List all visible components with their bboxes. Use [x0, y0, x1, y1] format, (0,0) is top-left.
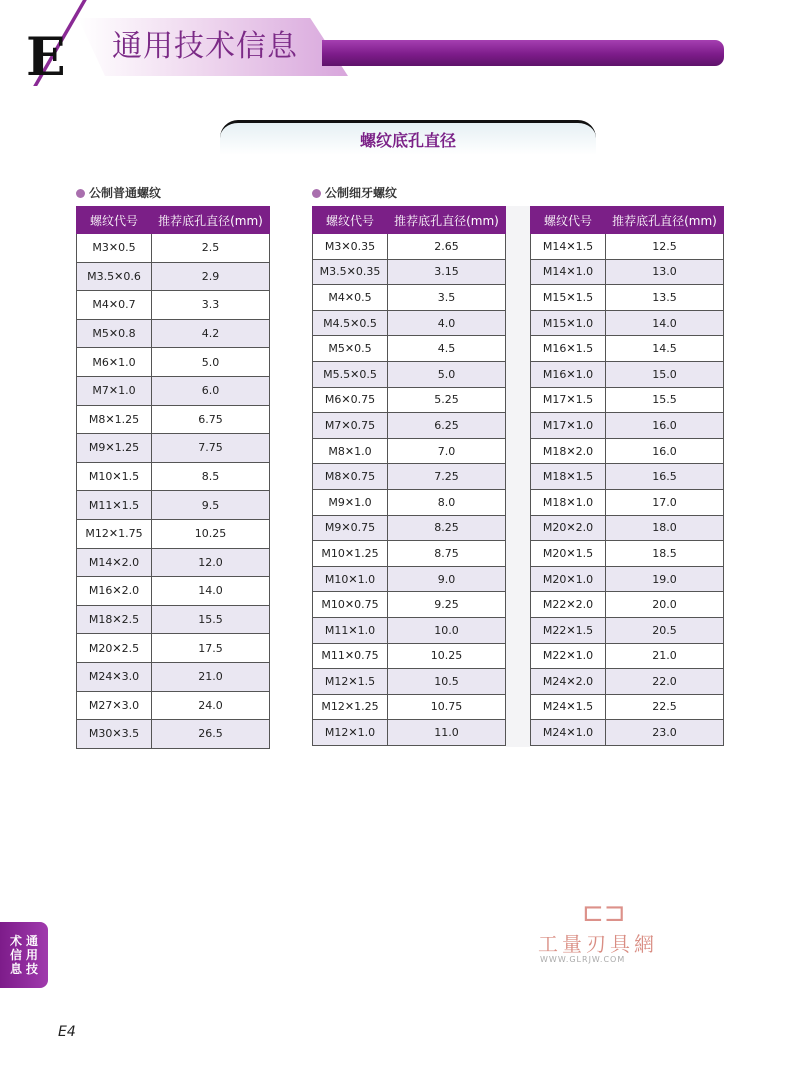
- drill-diameter-cell: 22.5: [606, 694, 724, 720]
- drill-diameter-cell: 20.0: [606, 592, 724, 618]
- table-header-row: [77, 207, 270, 234]
- table-row: [531, 541, 724, 567]
- thread-code-cell: M7✕1.0: [77, 376, 152, 405]
- thread-code-cell: M7✕0.75: [313, 413, 388, 439]
- column-header-drill-diameter: 推荐底孔直径(mm): [152, 207, 270, 234]
- thread-code-cell: M4✕0.5: [313, 285, 388, 311]
- thread-code-cell: M22✕1.5: [531, 617, 606, 643]
- drill-diameter-cell: 10.25: [152, 519, 270, 548]
- drill-diameter-cell: 16.0: [606, 413, 724, 439]
- fine-thread-subtitle-text: 公制细牙螺纹: [325, 186, 398, 200]
- thread-code-cell: M12✕1.5: [313, 669, 388, 695]
- table-row: [313, 617, 506, 643]
- thread-code-cell: M10✕1.5: [77, 462, 152, 491]
- table-row: [531, 387, 724, 413]
- drill-diameter-cell: 4.0: [388, 310, 506, 336]
- table-header-row: [531, 207, 724, 234]
- thread-code-cell: M11✕0.75: [313, 643, 388, 669]
- drill-diameter-cell: 23.0: [606, 720, 724, 746]
- table-row: [77, 376, 270, 405]
- drill-diameter-cell: 3.3: [152, 291, 270, 320]
- side-tab-col1: 术信息: [10, 934, 23, 976]
- drill-diameter-cell: 5.25: [388, 387, 506, 413]
- drill-diameter-cell: 5.0: [388, 361, 506, 387]
- thread-code-cell: M3✕0.5: [77, 234, 152, 263]
- drill-diameter-cell: 13.5: [606, 285, 724, 311]
- table-row: [531, 669, 724, 695]
- watermark-name: 工量刃具網: [538, 932, 658, 956]
- column-header-thread-code: 螺纹代号: [531, 207, 606, 234]
- watermark-logo-icon: ⊏⊐: [582, 898, 626, 928]
- thread-code-cell: M20✕1.5: [531, 541, 606, 567]
- thread-code-cell: M18✕2.5: [77, 605, 152, 634]
- thread-code-cell: M14✕2.0: [77, 548, 152, 577]
- thread-code-cell: M6✕0.75: [313, 387, 388, 413]
- column-header-drill-diameter: 推荐底孔直径(mm): [606, 207, 724, 234]
- thread-code-cell: M16✕2.0: [77, 577, 152, 606]
- thread-code-cell: M3.5✕0.35: [313, 259, 388, 285]
- table-row: [531, 515, 724, 541]
- drill-diameter-cell: 8.25: [388, 515, 506, 541]
- table-row: [313, 592, 506, 618]
- thread-code-cell: M9✕1.25: [77, 434, 152, 463]
- table-row: [531, 336, 724, 362]
- thread-code-cell: M20✕2.5: [77, 634, 152, 663]
- thread-code-cell: M10✕1.25: [313, 541, 388, 567]
- bullet-icon: [76, 189, 85, 198]
- thread-code-cell: M18✕2.0: [531, 438, 606, 464]
- fine-thread-table-right: [530, 206, 724, 746]
- drill-diameter-cell: 8.0: [388, 489, 506, 515]
- table-row: [77, 634, 270, 663]
- thread-code-cell: M3.5✕0.6: [77, 262, 152, 291]
- thread-code-cell: M22✕1.0: [531, 643, 606, 669]
- drill-diameter-cell: 12.5: [606, 234, 724, 260]
- header-bar: [322, 40, 724, 66]
- column-header-drill-diameter: 推荐底孔直径(mm): [388, 207, 506, 234]
- table-row: [531, 592, 724, 618]
- drill-diameter-cell: 4.2: [152, 319, 270, 348]
- table-row: [313, 566, 506, 592]
- table-row: [313, 387, 506, 413]
- drill-diameter-cell: 7.25: [388, 464, 506, 490]
- drill-diameter-cell: 9.25: [388, 592, 506, 618]
- drill-diameter-cell: 15.5: [606, 387, 724, 413]
- drill-diameter-cell: 2.9: [152, 262, 270, 291]
- drill-diameter-cell: 6.75: [152, 405, 270, 434]
- table-row: [313, 694, 506, 720]
- drill-diameter-cell: 26.5: [152, 720, 270, 749]
- thread-code-cell: M24✕2.0: [531, 669, 606, 695]
- drill-diameter-cell: 24.0: [152, 691, 270, 720]
- coarse-thread-subtitle: [76, 184, 161, 201]
- page-number: E4: [58, 1024, 76, 1040]
- thread-code-cell: M11✕1.5: [77, 491, 152, 520]
- table-row: [313, 464, 506, 490]
- table-row: [531, 566, 724, 592]
- drill-diameter-cell: 13.0: [606, 259, 724, 285]
- table-row: [531, 361, 724, 387]
- thread-code-cell: M10✕0.75: [313, 592, 388, 618]
- drill-diameter-cell: 8.5: [152, 462, 270, 491]
- drill-diameter-cell: 12.0: [152, 548, 270, 577]
- table-row: [77, 548, 270, 577]
- drill-diameter-cell: 21.0: [606, 643, 724, 669]
- thread-code-cell: M12✕1.0: [313, 720, 388, 746]
- drill-diameter-cell: 18.5: [606, 541, 724, 567]
- drill-diameter-cell: 11.0: [388, 720, 506, 746]
- thread-code-cell: M16✕1.0: [531, 361, 606, 387]
- drill-diameter-cell: 9.5: [152, 491, 270, 520]
- thread-code-cell: M12✕1.75: [77, 519, 152, 548]
- drill-diameter-cell: 17.0: [606, 489, 724, 515]
- table-row: [77, 234, 270, 263]
- table-row: [313, 720, 506, 746]
- table-row: [313, 643, 506, 669]
- chapter-letter: E: [26, 27, 66, 88]
- table-row: [313, 413, 506, 439]
- watermark-url: WWW.GLRJW.COM: [540, 955, 626, 964]
- thread-code-cell: M8✕1.0: [313, 438, 388, 464]
- drill-diameter-cell: 6.0: [152, 376, 270, 405]
- thread-code-cell: M22✕2.0: [531, 592, 606, 618]
- drill-diameter-cell: 5.0: [152, 348, 270, 377]
- drill-diameter-cell: 10.0: [388, 617, 506, 643]
- side-tab-col2: 通用技: [26, 934, 39, 976]
- drill-diameter-cell: 18.0: [606, 515, 724, 541]
- drill-diameter-cell: 3.5: [388, 285, 506, 311]
- thread-code-cell: M17✕1.5: [531, 387, 606, 413]
- thread-code-cell: M24✕1.0: [531, 720, 606, 746]
- table-row: [77, 662, 270, 691]
- table-row: [531, 234, 724, 260]
- thread-code-cell: M24✕3.0: [77, 662, 152, 691]
- chapter-title: 通用技术信息: [112, 29, 298, 64]
- thread-code-cell: M20✕2.0: [531, 515, 606, 541]
- thread-code-cell: M9✕0.75: [313, 515, 388, 541]
- table-row: [77, 691, 270, 720]
- drill-diameter-cell: 6.25: [388, 413, 506, 439]
- drill-diameter-cell: 7.0: [388, 438, 506, 464]
- column-header-thread-code: 螺纹代号: [313, 207, 388, 234]
- table-row: [313, 234, 506, 260]
- drill-diameter-cell: 14.0: [152, 577, 270, 606]
- drill-diameter-cell: 4.5: [388, 336, 506, 362]
- drill-diameter-cell: 16.0: [606, 438, 724, 464]
- thread-code-cell: M4✕0.7: [77, 291, 152, 320]
- table-row: [77, 262, 270, 291]
- thread-code-cell: M9✕1.0: [313, 489, 388, 515]
- table-row: [77, 519, 270, 548]
- table-row: [313, 669, 506, 695]
- table-row: [531, 464, 724, 490]
- table-row: [531, 259, 724, 285]
- thread-code-cell: M15✕1.0: [531, 310, 606, 336]
- table-row: [531, 617, 724, 643]
- thread-code-cell: M15✕1.5: [531, 285, 606, 311]
- drill-diameter-cell: 14.0: [606, 310, 724, 336]
- thread-code-cell: M18✕1.0: [531, 489, 606, 515]
- thread-code-cell: M11✕1.0: [313, 617, 388, 643]
- thread-code-cell: M17✕1.0: [531, 413, 606, 439]
- table-row: [313, 541, 506, 567]
- drill-diameter-cell: 7.75: [152, 434, 270, 463]
- drill-diameter-cell: 21.0: [152, 662, 270, 691]
- drill-diameter-cell: 14.5: [606, 336, 724, 362]
- thread-code-cell: M8✕1.25: [77, 405, 152, 434]
- drill-diameter-cell: 17.5: [152, 634, 270, 663]
- table-row: [313, 515, 506, 541]
- fine-thread-table-right-body: [531, 234, 724, 746]
- drill-diameter-cell: 10.75: [388, 694, 506, 720]
- table-row: [531, 413, 724, 439]
- table-row: [313, 285, 506, 311]
- table-row: [531, 310, 724, 336]
- table-header-row: [313, 207, 506, 234]
- table-row: [77, 291, 270, 320]
- coarse-thread-table-body: [77, 234, 270, 749]
- thread-code-cell: M8✕0.75: [313, 464, 388, 490]
- side-chapter-tab: [0, 922, 48, 988]
- fine-thread-table-left-body: [313, 234, 506, 746]
- thread-code-cell: M20✕1.0: [531, 566, 606, 592]
- thread-code-cell: M27✕3.0: [77, 691, 152, 720]
- drill-diameter-cell: 22.0: [606, 669, 724, 695]
- column-header-thread-code: 螺纹代号: [77, 207, 152, 234]
- thread-code-cell: M14✕1.0: [531, 259, 606, 285]
- drill-diameter-cell: 19.0: [606, 566, 724, 592]
- drill-diameter-cell: 8.75: [388, 541, 506, 567]
- thread-code-cell: M6✕1.0: [77, 348, 152, 377]
- drill-diameter-cell: 15.0: [606, 361, 724, 387]
- table-row: [313, 489, 506, 515]
- table-row: [531, 643, 724, 669]
- table-row: [531, 285, 724, 311]
- thread-code-cell: M12✕1.25: [313, 694, 388, 720]
- drill-diameter-cell: 20.5: [606, 617, 724, 643]
- thread-code-cell: M16✕1.5: [531, 336, 606, 362]
- thread-code-cell: M5✕0.8: [77, 319, 152, 348]
- table-gap: [506, 206, 530, 747]
- table-row: [77, 577, 270, 606]
- table-row: [531, 720, 724, 746]
- table-row: [77, 405, 270, 434]
- table-row: [77, 491, 270, 520]
- fine-thread-subtitle: [312, 184, 397, 201]
- thread-code-cell: M24✕1.5: [531, 694, 606, 720]
- thread-code-cell: M10✕1.0: [313, 566, 388, 592]
- thread-code-cell: M14✕1.5: [531, 234, 606, 260]
- fine-thread-table-left: [312, 206, 506, 746]
- thread-code-cell: M5.5✕0.5: [313, 361, 388, 387]
- table-row: [77, 720, 270, 749]
- thread-code-cell: M4.5✕0.5: [313, 310, 388, 336]
- drill-diameter-cell: 10.5: [388, 669, 506, 695]
- table-row: [313, 336, 506, 362]
- thread-code-cell: M3✕0.35: [313, 234, 388, 260]
- table-row: [531, 489, 724, 515]
- drill-diameter-cell: 15.5: [152, 605, 270, 634]
- coarse-thread-table: [76, 206, 270, 749]
- drill-diameter-cell: 16.5: [606, 464, 724, 490]
- table-row: [531, 694, 724, 720]
- table-row: [77, 434, 270, 463]
- table-row: [77, 319, 270, 348]
- drill-diameter-cell: 10.25: [388, 643, 506, 669]
- bullet-icon: [312, 189, 321, 198]
- drill-diameter-cell: 2.65: [388, 234, 506, 260]
- table-row: [313, 310, 506, 336]
- section-title: 螺纹底孔直径: [359, 131, 456, 150]
- table-row: [531, 438, 724, 464]
- thread-code-cell: M5✕0.5: [313, 336, 388, 362]
- table-row: [313, 259, 506, 285]
- drill-diameter-cell: 3.15: [388, 259, 506, 285]
- drill-diameter-cell: 2.5: [152, 234, 270, 263]
- table-row: [77, 462, 270, 491]
- coarse-thread-subtitle-text: 公制普通螺纹: [89, 186, 162, 200]
- thread-code-cell: M18✕1.5: [531, 464, 606, 490]
- thread-code-cell: M30✕3.5: [77, 720, 152, 749]
- table-row: [313, 361, 506, 387]
- table-row: [77, 605, 270, 634]
- table-row: [313, 438, 506, 464]
- table-row: [77, 348, 270, 377]
- drill-diameter-cell: 9.0: [388, 566, 506, 592]
